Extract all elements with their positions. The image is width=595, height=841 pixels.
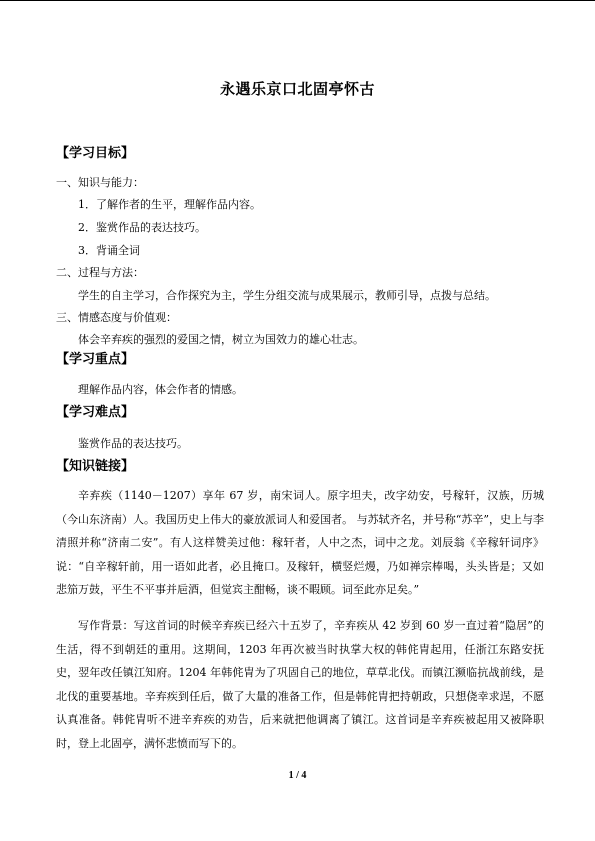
author-biography-paragraph: 辛弃疾（1140－1207）享年 67 岁，南宋词人。原字坦夫，改字幼安，号稼轩，汉族，历城（今山东济南）人。我国历史上伟大的豪放派词人和爱国者。 与苏轼齐名，并号称“苏辛”，史上与李清照并称“济南二安”。有人这样赞美过他：稼轩者，人中之杰，词中之龙。刘辰翁《辛稼轩词序》说：“自辛稼轩前，用一语如此者，必且掩口。及稼轩，横竖烂熳，乃如禅宗棒喝，头头皆是；又如悲笳万鼓，平生不平事并巵酒，但觉宾主酣畅，谈不暇顾。词至此亦足矣。” <box>56 489 544 596</box>
page-number: 1 / 4 <box>288 770 307 781</box>
goal-section-2-title: 二、过程与方法： <box>56 266 144 279</box>
goal-section-3-title: 三、情感态度与价值观： <box>56 311 177 324</box>
heading-learning-goals: 【学习目标】 <box>56 146 135 161</box>
goal-item-2: 2．鉴赏作品的表达技巧。 <box>78 221 206 234</box>
writing-background-paragraph: 写作背景：写这首词的时候辛弃疾已经六十五岁了，辛弃疾从 42 岁到 60 岁一直过着“隐居”的生活，得不到朝廷的重用。这期间，1203 年再次被当时执掌大权的韩侂胄起用，任浙江东路安抚史，翌年改任镇江知府。1204 年韩侂胄为了巩固自己的地位，草草北伐。而镇江濒临抗战前线，是北伐的重要基地。辛弃疾到任后，做了大量的准备工作，但是韩侂胄把持朝政，只想侥幸求逞，不愿认真准备。韩侂胄听不进辛弃疾的劝告，后来就把他调离了镇江。这首词是辛弃疾被起用又被降职时，登上北固亭，满怀悲愤而写下的。 <box>56 619 544 750</box>
heading-difficulties: 【学习难点】 <box>56 405 135 420</box>
goal-section-2-text: 学生的自主学习，合作探究为主，学生分组交流与成果展示，教师引导，点拨与总结。 <box>78 289 496 302</box>
document-title: 永遇乐京口北固亭怀古 <box>219 80 375 98</box>
goal-item-3: 3．背诵全词 <box>78 244 140 257</box>
difficulties-text: 鉴赏作品的表达技巧。 <box>78 437 188 450</box>
goal-section-3-text: 体会辛弃疾的强烈的爱国之情，树立为国效力的雄心壮志。 <box>78 333 364 346</box>
heading-knowledge-link: 【知识链接】 <box>56 459 135 474</box>
key-points-text: 理解作品内容，体会作者的情感。 <box>78 383 243 396</box>
heading-key-points: 【学习重点】 <box>56 352 135 367</box>
goal-section-1-title: 一、知识与能力： <box>56 176 144 189</box>
goal-item-1: 1．了解作者的生平，理解作品内容。 <box>78 198 261 211</box>
header-rule <box>0 0 595 1</box>
